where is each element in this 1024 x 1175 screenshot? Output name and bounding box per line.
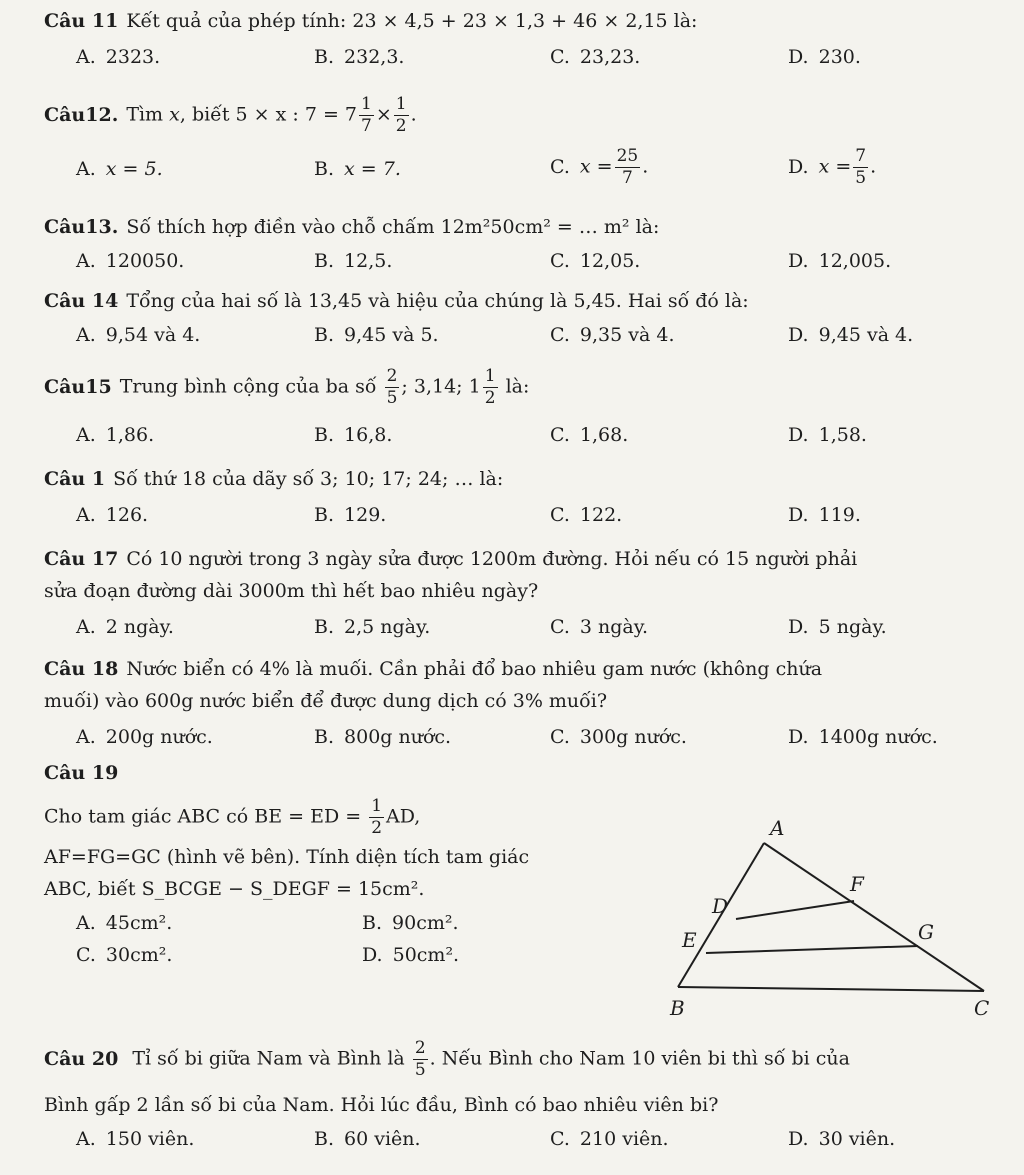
question-number: Câu15 [44,375,112,398]
option-a: A. 150 viên. [76,1128,195,1150]
option-b: B. 90cm². [362,912,459,934]
option-d: D. x = $\frac{7}{5}$ . [788,146,877,188]
option-d: D. 119. [788,504,861,526]
question-stem: Câu13. Số thích hợp điền vào chỗ chấm 12m²50cm² = … m² là: [44,216,660,238]
question-stem-line-3: ABC, biết S_BCGE − S_DEGF = 15cm². [44,878,425,900]
option-b: B. x = 7. [314,158,401,180]
label-f: F [850,872,864,896]
option-c: C. 3 ngày. [550,616,649,638]
option-a: A. 200g nước. [76,726,213,748]
question-stem: Câu 11 Kết quả của phép tính: 23 × 4,5 + 23 × 1,3 + 46 × 2,15 là: [44,10,698,32]
option-a: A. 9,54 và 4. [76,324,201,346]
option-c: C. 30cm². [76,944,173,966]
option-c: C. 1,68. [550,424,629,446]
question-number: Câu 1 [44,468,106,490]
question-number: Câu 17 [44,548,119,570]
option-b: B. 16,8. [314,424,393,446]
question-stem: Câu 1 Số thứ 18 của dãy số 3; 10; 17; 24; … là: [44,468,504,490]
fraction: $\frac{1}{2}$ [395,94,407,136]
option-c: C. 23,23. [550,46,641,68]
option-a: A. 2323. [76,46,161,68]
question-number: Câu12. [44,103,119,126]
question-number: Câu 11 [44,10,119,32]
question-stem-line-2: AF=FG=GC (hình vẽ bên). Tính diện tích tam giác [44,846,530,868]
option-b: B. 12,5. [314,250,393,272]
option-c: C. 9,35 và 4. [550,324,675,346]
question-stem: Câu 18 Nước biển có 4% là muối. Cần phải đổ bao nhiêu gam nước (không chứa [44,658,823,680]
question-number: Câu 20 [44,1047,119,1070]
segment-df [736,901,854,919]
question-stem-line-2: Bình gấp 2 lần số bi của Nam. Hỏi lúc đầu, Bình có bao nhiêu viên bi? [44,1094,719,1116]
option-d: D. 9,45 và 4. [788,324,914,346]
question-number: Câu 18 [44,658,119,680]
option-a: A. 2 ngày. [76,616,174,638]
option-c: C. 210 viên. [550,1128,669,1150]
label-a: A [770,816,785,840]
label-d: D [712,894,729,918]
question-number: Câu13. [44,216,119,238]
option-b: B. 232,3. [314,46,405,68]
option-b: B. 129. [314,504,387,526]
option-b: B. 60 viên. [314,1128,421,1150]
label-g: G [918,920,934,944]
fraction: $\frac{1}{7}$ [361,94,372,136]
question-stem: Câu 14 Tổng của hai số là 13,45 và hiệu của chúng là 5,45. Hai số đó là: [44,290,749,312]
segment-eg [706,946,918,953]
option-a: A. 1,86. [76,424,155,446]
question-stem-line-2: sửa đoạn đường dài 3000m thì hết bao nhiêu ngày? [44,580,539,602]
question-stem-line-2: muối) vào 600g nước biển để được dung dịch có 3% muối? [44,690,608,712]
option-b: B. 9,45 và 5. [314,324,439,346]
option-c: C. 12,05. [550,250,641,272]
option-a: A. 120050. [76,250,185,272]
side-bc [678,987,984,991]
side-ac [764,843,984,991]
question-stem: Câu15 Trung bình cộng của ba số $\frac{2}{5}$ ; 3,14; 1 $\frac{1}{2}$ là: [44,366,530,408]
option-d: D. 50cm². [362,944,460,966]
option-c: C. x = $\frac{25}{7}$ . [550,146,649,188]
option-b: B. 800g nước. [314,726,452,748]
option-a: A. 126. [76,504,149,526]
question-stem: Câu 17 Có 10 người trong 3 ngày sửa được 1200m đường. Hỏi nếu có 15 người phải [44,548,858,570]
label-c: C [974,996,990,1020]
option-d: D. 230. [788,46,861,68]
option-a: A. x = 5. [76,158,163,180]
question-stem-line-1: Cho tam giác ABC có BE = ED = $\frac{1}{2}$ AD, [44,796,421,838]
option-d: D. 5 ngày. [788,616,887,638]
question-number: Câu 14 [44,290,119,312]
label-e: E [682,928,697,952]
option-d: D. 1400g nước. [788,726,938,748]
option-d: D. 1,58. [788,424,867,446]
triangle-figure [664,815,1004,1025]
option-c: C. 122. [550,504,623,526]
question-number: Câu 19 [44,762,119,784]
option-c: C. 300g nước. [550,726,687,748]
option-b: B. 2,5 ngày. [314,616,431,638]
option-d: D. 30 viên. [788,1128,896,1150]
label-b: B [670,996,685,1020]
option-a: A. 45cm². [76,912,173,934]
option-d: D. 12,005. [788,250,892,272]
question-stem: Câu 20 Tỉ số bi giữa Nam và Bình là $\frac{2}{5}$ . Nếu Bình cho Nam 10 viên bi thì số bi của [44,1038,850,1080]
question-stem: Câu12. Tìm x, biết 5 × x : 7 = 7 $\frac{1}{7}$ × $\frac{1}{2}$ . [44,94,417,136]
